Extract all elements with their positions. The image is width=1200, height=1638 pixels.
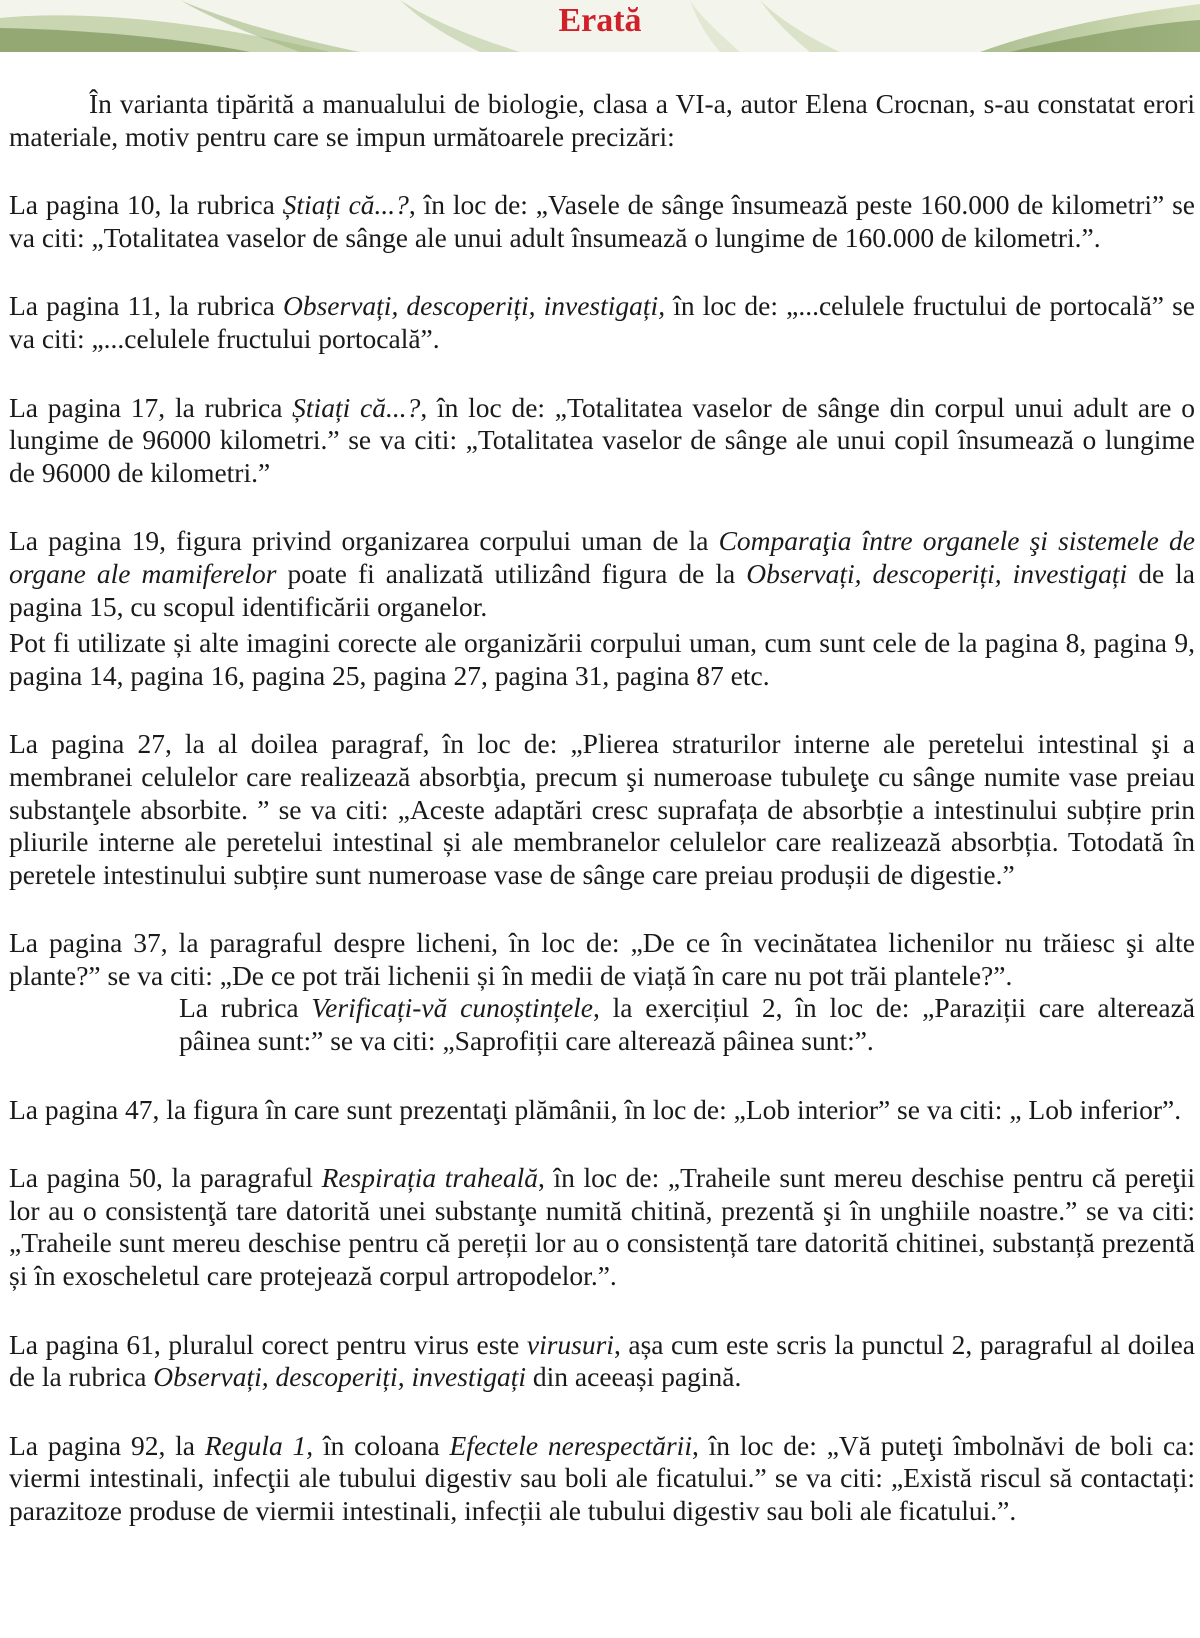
body-text: , la exercițiul 2, în loc de: „Paraziții care alterează pâinea sunt:” se va citi: „Saprofiții care alterează pâinea sunt:”. <box>179 992 1196 1057</box>
body-text: poate fi analizată utilizând figura de la <box>276 557 747 589</box>
body-text: La pagina 50, la paragraful <box>9 1162 322 1194</box>
body-text: , în loc de: „Vasele de sânge însumează peste 160.000 de kilometri” se va citi: „Totalitatea vaselor de sânge ale unui adult însumează o lungime de 160.000 de kilometri.”. <box>9 189 1195 253</box>
document-body <box>9 88 1195 1528</box>
emphasis-text: Efectele nerespectării <box>449 1429 692 1461</box>
body-text: din aceeași pagină. <box>526 1361 742 1393</box>
erratum-subparagraph <box>9 992 1195 1057</box>
erratum-paragraph <box>9 189 1195 254</box>
erratum-paragraph: La pagina 37, la paragraful despre licheni, în loc de: „De ce în vecinătatea lichenilor nu trăiesc şi alte plante?” se va citi: „De ce pot trăi lichenii și în medii de viață în care nu pot trăi plantele?”. <box>9 927 1195 991</box>
erratum-paragraph <box>9 1329 1195 1394</box>
body-text: La rubrica <box>179 992 312 1024</box>
emphasis-text: Știați că...? <box>282 189 409 221</box>
intro-paragraph: În varianta tipărită a manualului de biologie, clasa a VI-a, autor Elena Crocnan, s-au constatat erori materiale, motiv pentru care se impun următoarele precizări: <box>9 88 1195 152</box>
emphasis-text: Observați, descoperiți, investigați, <box>282 290 666 322</box>
header-banner <box>0 0 1200 52</box>
erratum-paragraph <box>9 1430 1195 1528</box>
body-text: La pagina 10, la rubrica <box>9 189 283 221</box>
erratum-paragraph: La pagina 27, la al doilea paragraf, în loc de: „Plierea straturilor interne ale peretelui intestinal şi a membranei celulelor care realizează absorbţia, precum şi numeroase tubuleţe cu sânge numite vase preiau substanţele absorbite. ” se va citi: „Aceste adaptări cresc suprafața de absorbție a intestinului subțire prin pliurile interne ale peretelui intestinal și ale membranelor celulelor care realizează absorbția. Totodată în peretele intestinului subțire sunt numeroase vase de sânge care preiau produșii de digestie.” <box>9 728 1195 890</box>
erratum-paragraph: Pot fi utilizate și alte imagini corecte ale organizării corpului uman, cum sunt cele de la pagina 8, pagina 9, pagina 14, pagina 16, pagina 25, pagina 27, pagina 31, pagina 87 etc. <box>9 627 1195 691</box>
erratum-paragraph <box>9 525 1195 623</box>
body-text: , în loc de: „Totalitatea vaselor de sânge din corpul unui adult are o lungime de 96000 kilometri.” se va citi: „Totalitatea vaselor de sânge ale unui copil însumează o lungime de 96000 de kilometri.” <box>9 391 1195 488</box>
erratum-paragraph <box>9 392 1195 490</box>
erratum-paragraph: La pagina 47, la figura în care sunt prezentaţi plămânii, în loc de: „Lob interior” se va citi: „ Lob inferior”. <box>9 1093 1182 1125</box>
body-text: , în loc de: „Traheile sunt mereu deschise pentru că pereţii lor au o consistenţă tare datorită unei substanţe numită chitină, prezentă şi în unghiile noastre.” se va citi: „Traheile sunt mereu deschise pentru că pereții lor au o consistență tare datorită chitinei, substanță prezentă și în exoscheletul care protejează corpul artropodelor.”. <box>9 1162 1196 1292</box>
emphasis-text: Comparaţia între organele şi sistemele de organe ale mamiferelor <box>9 525 1195 589</box>
body-text: , în loc de: „Vă puteţi îmbolnăvi de boli ca: viermi intestinali, infecţii ale tubului digestiv sau boli ale ficatului.” se va citi: „Există riscul să contactați: parazitoze produse de viermii intestinali, infecții ale tubului digestiv sau boli ale ficatului.”. <box>9 1429 1195 1526</box>
emphasis-text: Regula 1, <box>204 1429 314 1461</box>
body-text: în loc de: „...celulele fructului de portocală” se va citi: „...celulele fructului portocală”. <box>9 290 1196 354</box>
body-text: în coloana <box>313 1429 450 1461</box>
page-title: Erată <box>558 2 642 39</box>
body-text: de la pagina 15, cu scopul identificării organelor. <box>9 557 1195 622</box>
emphasis-text: Știați că...? <box>292 391 421 423</box>
erratum-paragraph <box>9 290 1195 355</box>
body-text: La pagina 11, la rubrica <box>9 290 283 322</box>
emphasis-text: virusuri <box>526 1328 614 1360</box>
erratum-paragraph <box>9 1162 1195 1292</box>
body-text: La pagina 19, figura privind organizarea corpului uman de la <box>9 525 719 557</box>
emphasis-text: Verificați-vă cunoștințele <box>311 992 594 1024</box>
body-text: La pagina 92, la <box>9 1429 205 1461</box>
body-text: La pagina 17, la rubrica <box>9 391 293 423</box>
emphasis-text: Observați, descoperiți, investigați <box>746 557 1128 589</box>
emphasis-text: Observați, descoperiți, investigați <box>153 1361 527 1393</box>
emphasis-text: Respirația traheală <box>321 1162 538 1194</box>
body-text: , așa cum este scris la punctul 2, paragraful al doilea de la rubrica <box>9 1328 1195 1393</box>
body-text: La pagina 61, pluralul corect pentru virus este <box>9 1328 527 1360</box>
